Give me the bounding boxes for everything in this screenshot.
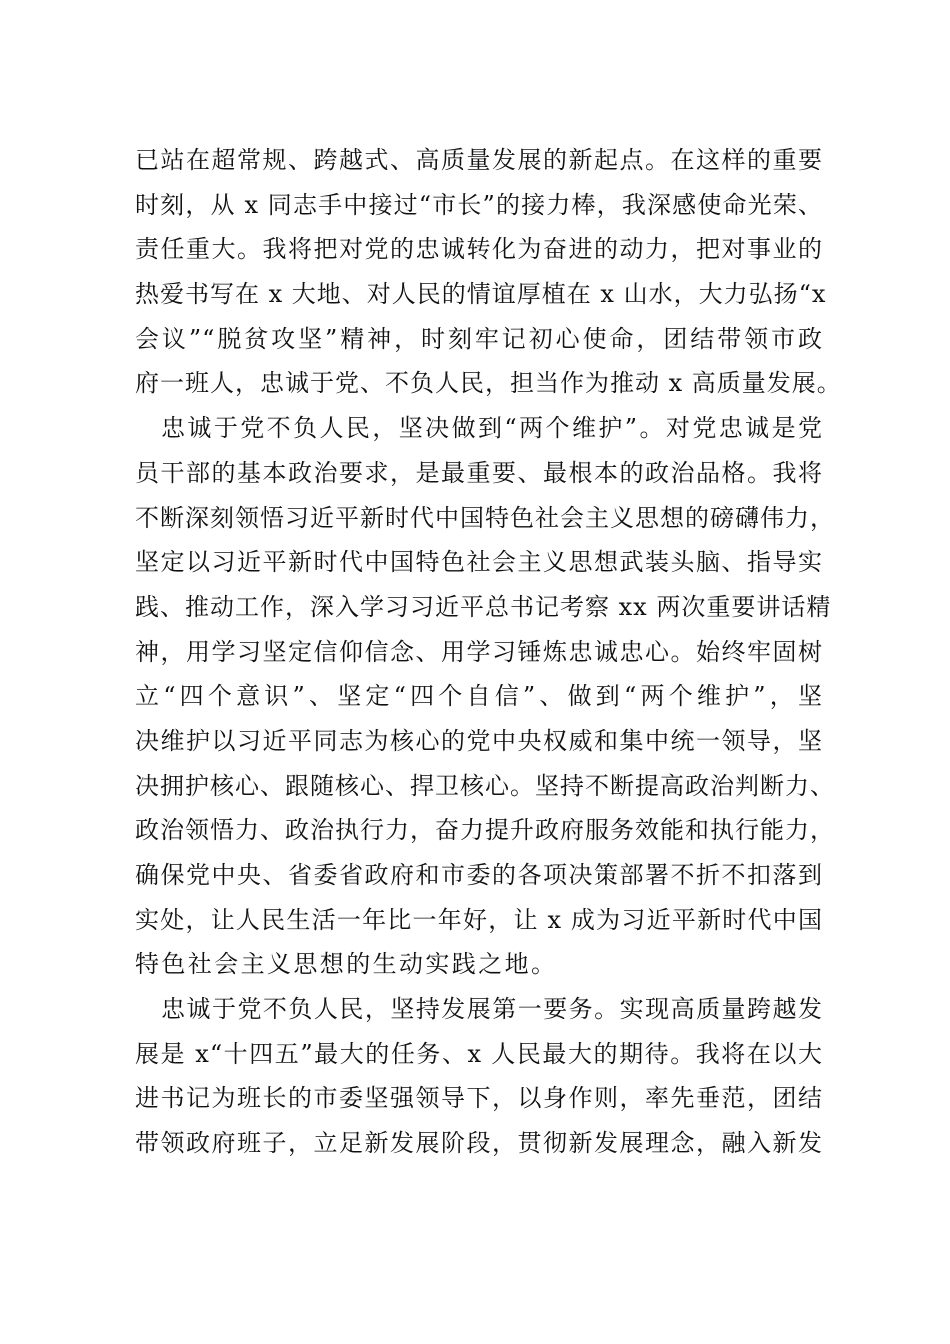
paragraph-2 (135, 406, 835, 987)
text-line: 已站在超常规、跨越式、高质量发展的新起点。在这样的重要 (135, 146, 823, 174)
text-line: 时刻，从 x 同志手中接过“市长”的接力棒，我深感使命光荣、 (135, 190, 823, 219)
text-line: 政治领悟力、政治执行力，奋力提升政府服务效能和执行能力， (135, 816, 835, 845)
text-line: 展是 x“十四五”最大的任务、x 人民最大的期待。我将在以大 (135, 1039, 823, 1068)
text-line: 责任重大。我将把对党的忠诚转化为奋进的动力，把对事业的 (135, 235, 823, 264)
text-line: 进书记为班长的市委坚强领导下，以身作则，率先垂范，团结 (135, 1084, 823, 1113)
text-line: 府一班人，忠诚于党、不负人民，担当作为推动 x 高质量发展。 (135, 369, 842, 398)
text-line: 会议”“脱贫攻坚”精神，时刻牢记初心使命，团结带领市政 (135, 324, 823, 353)
text-line: 忠诚于党不负人民，坚持发展第一要务。实现高质量跨越发 (161, 995, 823, 1024)
text-line: 员干部的基本政治要求，是最重要、最根本的政治品格。我将 (135, 458, 823, 487)
paragraph-1 (135, 138, 842, 406)
text-line: 践、推动工作，深入学习习近平总书记考察 xx 两次重要讲话精 (135, 592, 832, 621)
text-line: 忠诚于党不负人民，坚决做到“两个维护”。对党忠诚是党 (161, 414, 823, 443)
document-page (135, 138, 842, 1166)
paragraph-3 (135, 987, 823, 1166)
text-line: 不断深刻领悟习近平新时代中国特色社会主义思想的磅礴伟力， (135, 503, 835, 532)
text-line: 实处，让人民生活一年比一年好，让 x 成为习近平新时代中国 (135, 905, 823, 934)
text-line: 神，用学习坚定信仰信念、用学习锤炼忠诚忠心。始终牢固树 (135, 637, 823, 666)
text-line: 坚定以习近平新时代中国特色社会主义思想武装头脑、指导实 (135, 548, 823, 577)
text-line: 确保党中央、省委省政府和市委的各项决策部署不折不扣落到 (135, 861, 823, 889)
text-line: 带领政府班子，立足新发展阶段，贯彻新发展理念，融入新发 (135, 1129, 823, 1158)
text-line: 立“四个意识”、坚定“四个自信”、做到“两个维护”，坚 (135, 682, 823, 711)
text-line: 决拥护核心、跟随核心、捍卫核心。坚持不断提高政治判断力、 (135, 771, 835, 800)
text-line: 决维护以习近平同志为核心的党中央权威和集中统一领导，坚 (135, 726, 823, 755)
text-line: 特色社会主义思想的生动实践之地。 (135, 950, 558, 979)
text-line: 热爱书写在 x 大地、对人民的情谊厚植在 x 山水，大力弘扬“x (135, 280, 827, 309)
